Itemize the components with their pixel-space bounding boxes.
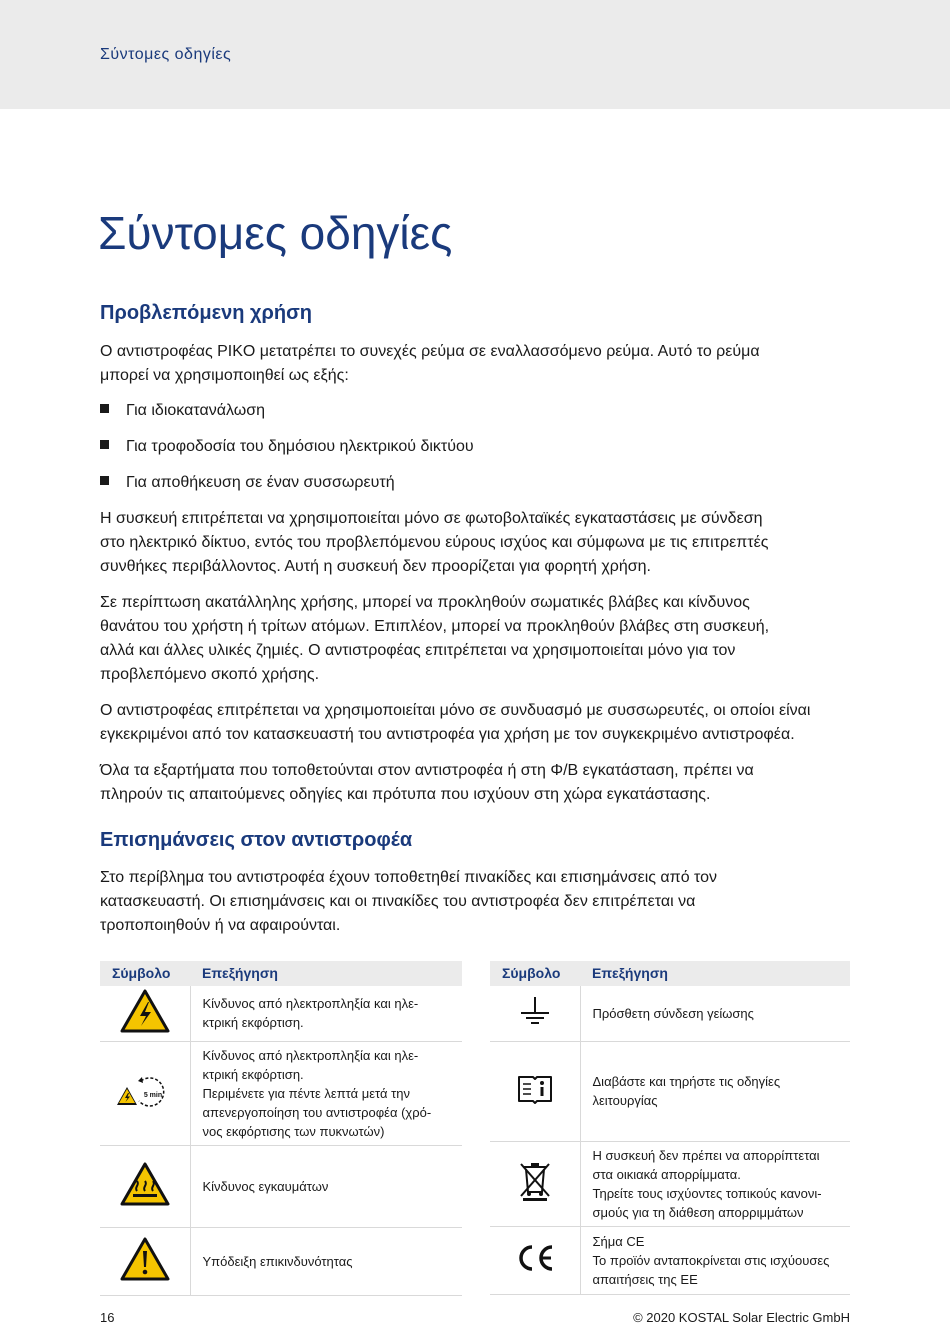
electric-shock-warning-icon — [100, 986, 190, 1041]
list-item — [100, 399, 265, 423]
table-row — [100, 1145, 462, 1227]
bullet-square-icon — [100, 404, 109, 413]
icon-label: 5 min — [143, 1091, 162, 1099]
description-line: Η συσκευή δεν πρέπει να απορρίπτεται — [592, 1147, 820, 1163]
copyright-notice: © 2020 KOSTAL Solar Electric GmbH — [633, 1310, 850, 1325]
description-line: κτρική εκφόρτιση. — [202, 1015, 304, 1031]
text-line: στο ηλεκτρικό δίκτυο, εντός του προβλεπόμενου εύρους ισχύος και σύμφωνα με τις επιτρεπτές — [100, 534, 769, 551]
text-line: θανάτου του χρήστη ή τρίτων ατόμων. Επιπλέον, μπορεί να προκληθούν βλάβες στη συσκευή, — [100, 618, 770, 635]
section-heading-inverter-labels: Επισημάνσεις στον αντιστροφέα — [100, 829, 413, 851]
column-header-symbol: Σύμβολο — [490, 961, 580, 986]
ce-mark-icon — [490, 1226, 580, 1294]
text-line: κατασκευαστή. Οι επισημάνσεις και οι πινακίδες του αντιστροφέα δεν επιτρέπεται να — [100, 893, 696, 910]
description-line: Περιμένετε για πέντε λεπτά μετά την — [202, 1085, 410, 1101]
page-title: Σύντομες οδηγίες — [98, 207, 453, 259]
paragraph-improper-use — [100, 591, 840, 687]
description-line: Πρόσθετη σύνδεση γείωσης — [592, 1005, 754, 1021]
list-item — [100, 435, 474, 459]
row-description — [580, 1226, 850, 1294]
description-line: Κίνδυνος από ηλεκτροπληξία και ηλε- — [202, 996, 419, 1012]
description-line: στα οικιακά απορρίμματα. — [592, 1166, 741, 1182]
row-description — [580, 1041, 850, 1141]
description-line: Κίνδυνος εγκαυμάτων — [202, 1178, 329, 1194]
list-item — [100, 471, 395, 495]
column-header-description: Επεξήγηση — [580, 961, 850, 986]
text-line: αλλά και άλλες υλικές ζημιές. Ο αντιστροφέας επιτρέπεται να χρησιμοποιείται μόνο για τον — [100, 642, 736, 659]
paragraph-pv-usage — [100, 507, 840, 579]
list-item-text: Για ιδιοκατανάλωση — [126, 402, 265, 419]
section-heading-intended-use: Προβλεπόμενη χρήση — [100, 302, 313, 324]
text-line: Στο περίβλημα του αντιστροφέα έχουν τοποθετηθεί πινακίδες και επισημάνσεις από τον — [100, 869, 718, 886]
text-line: μπορεί να χρησιμοποιηθεί ως εξής: — [100, 367, 349, 384]
description-line: νος εκφόρτισης των πυκνωτών) — [202, 1123, 385, 1139]
text-line: πληρούν τις απαιτούμενες οδηγίες και πρότυπα που ισχύουν στη χώρα εγκατάστασης. — [100, 786, 711, 803]
description-line: απαιτήσεις της ΕΕ — [592, 1271, 698, 1287]
symbol-table-right — [490, 961, 850, 1295]
description-line: απενεργοποίηση του αντιστροφέα (χρό- — [202, 1104, 432, 1120]
read-manual-icon — [490, 1041, 580, 1141]
bullet-square-icon — [100, 476, 109, 485]
text-line: εγκεκριμένοι από τον κατασκευαστή του αντιστροφέα για χρήση με τον συγκεκριμένο αντιστροφέα. — [100, 726, 795, 743]
list-item-text: Για τροφοδοσία του δημόσιου ηλεκτρικού δικτύου — [126, 438, 474, 455]
row-description — [580, 986, 850, 1041]
description-line: Το προϊόν ανταποκρίνεται στις ισχύουσες — [592, 1252, 830, 1268]
column-header-description: Επεξήγηση — [190, 961, 462, 986]
text-line: Σε περίπτωση ακατάλληλης χρήσης, μπορεί να προκληθούν σωματικές βλάβες και κίνδυνος — [100, 594, 750, 611]
table-row — [490, 1226, 850, 1294]
table-row — [100, 1227, 462, 1295]
row-description — [190, 1227, 462, 1295]
table-row — [100, 986, 462, 1041]
table-row — [490, 1141, 850, 1226]
column-header-symbol: Σύμβολο — [100, 961, 190, 986]
text-line: προβλεπόμενο σκοπό χρήσης. — [100, 666, 320, 683]
running-header: Σύντομες οδηγίες — [100, 46, 232, 63]
page-number: 16 — [100, 1310, 115, 1325]
text-line: Όλα τα εξαρτήματα που τοποθετούνται στον αντιστροφέα ή στη Φ/Β εγκατάσταση, πρέπει να — [100, 762, 754, 779]
table-row — [490, 1041, 850, 1141]
table-row — [100, 1041, 462, 1145]
description-line: κτρική εκφόρτιση. — [202, 1066, 304, 1082]
description-line: Διαβάστε και τηρήστε τις οδηγίες — [592, 1074, 781, 1089]
paragraph-components — [100, 759, 840, 807]
paragraph-labels — [100, 866, 840, 938]
description-line: Τηρείτε τους ισχύοντες τοπικούς κανονι- — [592, 1185, 822, 1201]
text-line: τροποποιηθούν ή να αφαιρούνται. — [100, 917, 341, 934]
text-line: Ο αντιστροφέας PIKO μετατρέπει το συνεχές ρεύμα σε εναλλασσόμενο ρεύμα. Αυτό το ρεύμα — [100, 343, 760, 360]
text-line: Η συσκευή επιτρέπεται να χρησιμοποιείται μόνο σε φωτοβολταϊκές εγκαταστάσεις με σύνδεση — [100, 510, 763, 527]
ground-connection-icon — [490, 986, 580, 1041]
bullet-square-icon — [100, 440, 109, 449]
description-line: σμούς για τη διάθεση απορριμμάτων — [592, 1204, 804, 1220]
list-item-text: Για αποθήκευση σε έναν συσσωρευτή — [126, 474, 395, 491]
row-description — [190, 1145, 462, 1227]
text-line: Ο αντιστροφέας επιτρέπεται να χρησιμοποιείται μόνο σε συνδυασμό με συσσωρευτές, οι οποίοι είναι — [100, 702, 811, 719]
text-line: συνθήκες περιβάλλοντος. Αυτή η συσκευή δεν προορίζεται για φορητή χρήση. — [100, 558, 651, 575]
table-row — [490, 986, 850, 1041]
paragraph-batteries — [100, 699, 840, 747]
row-description — [190, 986, 462, 1041]
description-line: λειτουργίας — [592, 1093, 658, 1108]
discharge-time-warning-icon — [100, 1041, 190, 1145]
description-line: Υπόδειξη επικινδυνότητας — [202, 1253, 353, 1269]
description-line: Σήμα CE — [592, 1233, 645, 1249]
row-description — [190, 1041, 462, 1145]
row-description — [580, 1141, 850, 1226]
intro-paragraph — [100, 340, 840, 388]
description-line: Κίνδυνος από ηλεκτροπληξία και ηλε- — [202, 1047, 419, 1063]
weee-disposal-icon — [490, 1141, 580, 1226]
general-danger-icon — [100, 1227, 190, 1295]
symbol-table-left — [100, 961, 462, 1296]
hot-surface-warning-icon — [100, 1145, 190, 1227]
